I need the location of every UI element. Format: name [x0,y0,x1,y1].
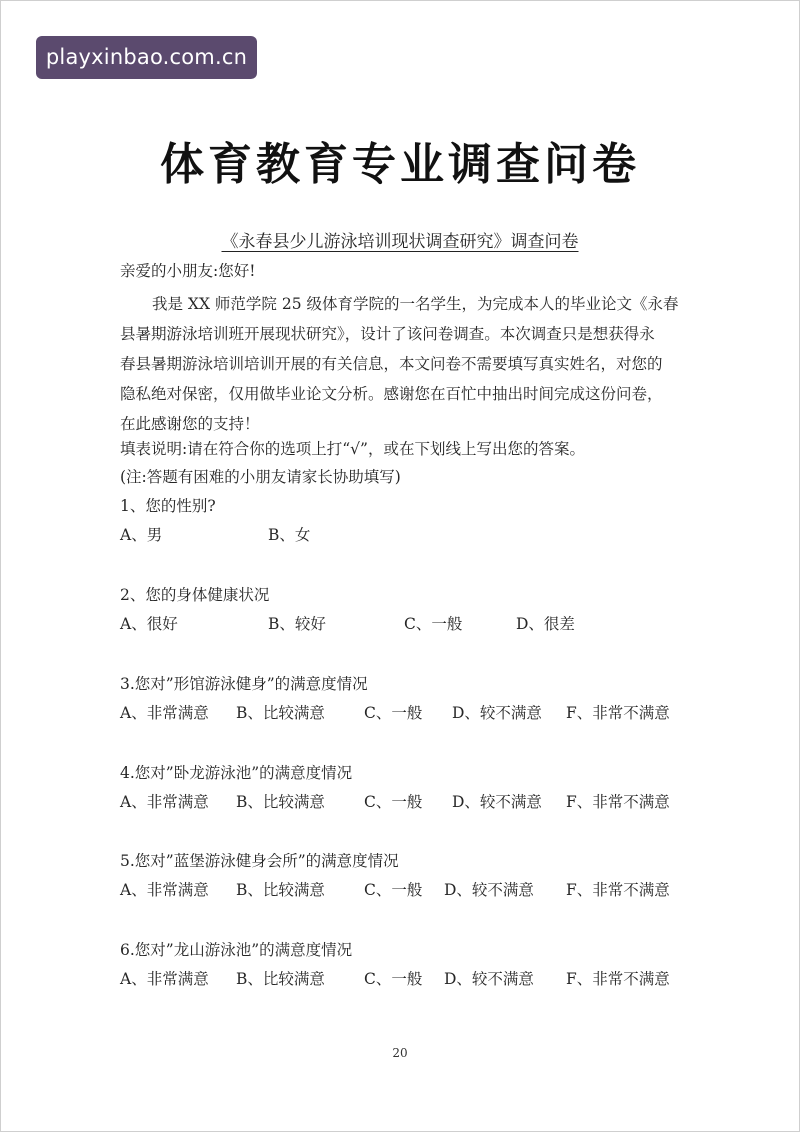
question-option[interactable]: A、非常满意 [120,970,209,988]
question-option[interactable]: D、较不满意 [452,704,542,722]
question-title: 1、您的性别? [120,497,216,515]
question-option[interactable]: B、比较满意 [236,970,325,988]
question-option[interactable]: A、非常满意 [120,793,209,811]
question-option[interactable]: A、男 [120,526,163,544]
question-option[interactable]: B、较好 [268,615,326,633]
page-title: 体育教育专业调查问卷 [160,139,640,190]
question-title: 3.您对”形馆游泳健身”的满意度情况 [120,675,368,693]
question-title: 6.您对”龙山游泳池”的满意度情况 [120,941,353,959]
question-option[interactable]: D、较不满意 [444,970,534,988]
question-option[interactable]: B、比较满意 [236,881,325,899]
questionnaire-subtitle [0,227,800,252]
fill-instructions: 填表说明:请在符合你的选项上打“√”，或在下划线上写出您的答案。 [120,440,585,458]
question-option[interactable]: A、非常满意 [120,704,209,722]
watermark-badge: playxinbao.com.cn [36,36,257,79]
question-title: 5.您对”蓝堡游泳健身会所”的满意度情况 [120,852,399,870]
question-option[interactable]: F、非常不满意 [566,970,670,988]
intro-line: 在此感谢您的支持！ [120,415,260,433]
question-option[interactable]: D、很差 [516,615,575,633]
note: (注:答题有困难的小朋友请家长协助填写) [120,468,401,486]
greeting: 亲爱的小朋友:您好! [120,262,256,280]
question-title: 4.您对”卧龙游泳池”的满意度情况 [120,764,353,782]
question-option[interactable]: C、一般 [364,881,423,899]
page-number: 20 [392,1046,408,1060]
question-title: 2、您的身体健康状况 [120,586,270,604]
question-option[interactable]: C、一般 [364,793,423,811]
question-option[interactable]: B、比较满意 [236,793,325,811]
question-option[interactable]: C、一般 [364,970,423,988]
question-option[interactable]: D、较不满意 [452,793,542,811]
intro-line: 县暑期游泳培训班开展现状研究》，设计了该问卷调查。本次调查只是想获得永 [120,325,655,343]
intro-line: 我是 XX 师范学院 25 级体育学院的一名学生，为完成本人的毕业论文《永春 [152,295,679,313]
question-option[interactable]: A、很好 [120,615,178,633]
question-option[interactable]: D、较不满意 [444,881,534,899]
intro-line: 隐私绝对保密，仅用做毕业论文分析。感谢您在百忙中抽出时间完成这份问卷， [120,385,663,403]
question-option[interactable]: B、女 [268,526,311,544]
question-option[interactable]: F、非常不满意 [566,704,670,722]
question-option[interactable]: F、非常不满意 [566,881,670,899]
question-option[interactable]: C、一般 [364,704,423,722]
question-option[interactable]: C、一般 [404,615,463,633]
question-option[interactable]: A、非常满意 [120,881,209,899]
question-option[interactable]: F、非常不满意 [566,793,670,811]
question-option[interactable]: B、比较满意 [236,704,325,722]
subtitle-text: 《永春县少儿游泳培训现状调查研究》调查问卷 [221,232,579,252]
intro-line: 春县暑期游泳培训培训开展的有关信息，本文问卷不需要填写真实姓名，对您的 [120,355,663,373]
